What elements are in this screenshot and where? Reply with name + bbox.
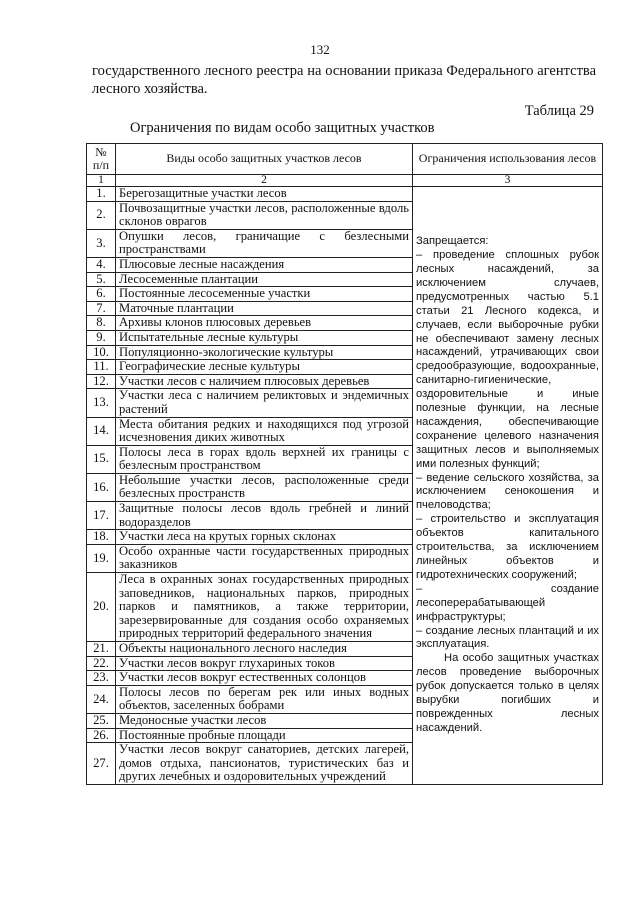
row-number: 7. bbox=[87, 301, 116, 316]
row-number: 5. bbox=[87, 272, 116, 287]
row-number: 18. bbox=[87, 530, 116, 545]
row-kind: Участки лесов вокруг естественных солонцов bbox=[116, 671, 413, 686]
intro-paragraph: государственного лесного реестра на основании приказа Федерального агентства лесного хозяйства. bbox=[92, 63, 596, 97]
row-number: 1. bbox=[87, 187, 116, 202]
header-kinds: Виды особо защитных участков лесов bbox=[116, 144, 413, 175]
row-kind: Архивы клонов плюсовых деревьев bbox=[116, 316, 413, 331]
row-number: 26. bbox=[87, 728, 116, 743]
row-number: 24. bbox=[87, 685, 116, 713]
column-index: 2 bbox=[116, 175, 413, 187]
page-number: 132 bbox=[310, 42, 330, 57]
restriction-paragraph: – ведение сельского хозяйства, за исключением сенокошения и пчеловодства; bbox=[416, 471, 599, 512]
row-kind: Участки лесов вокруг глухариных токов bbox=[116, 656, 413, 671]
row-kind: Плюсовые лесные насаждения bbox=[116, 257, 413, 272]
table-number: Таблица 29 bbox=[524, 103, 594, 119]
row-number: 13. bbox=[87, 389, 116, 417]
row-number: 11. bbox=[87, 360, 116, 375]
row-number: 23. bbox=[87, 671, 116, 686]
row-kind: Полосы леса в горах вдоль верхней их границы с безлесным пространством bbox=[116, 445, 413, 473]
table-row bbox=[87, 187, 603, 202]
row-kind: Испытательные лесные культуры bbox=[116, 330, 413, 345]
row-kind: Постоянные лесосеменные участки bbox=[116, 287, 413, 302]
row-kind: Участки леса на крутых горных склонах bbox=[116, 530, 413, 545]
column-index: 3 bbox=[413, 175, 603, 187]
row-number: 9. bbox=[87, 330, 116, 345]
restriction-paragraph: – создание лесоперерабатывающей инфраструктуры; bbox=[416, 582, 599, 623]
row-kind: Небольшие участки лесов, расположенные среди безлесных пространств bbox=[116, 473, 413, 501]
table-title: Ограничения по видам особо защитных участков bbox=[130, 120, 435, 136]
row-kind: Берегозащитные участки лесов bbox=[116, 187, 413, 202]
row-number: 14. bbox=[87, 417, 116, 445]
row-kind: Популяционно-экологические культуры bbox=[116, 345, 413, 360]
row-kind: Постоянные пробные площади bbox=[116, 728, 413, 743]
row-number: 19. bbox=[87, 544, 116, 572]
header-num: № п/п bbox=[87, 144, 116, 175]
row-number: 17. bbox=[87, 502, 116, 530]
column-index: 1 bbox=[87, 175, 116, 187]
row-kind: Участки леса с наличием реликтовых и эндемичных растений bbox=[116, 389, 413, 417]
row-number: 21. bbox=[87, 642, 116, 657]
row-number: 4. bbox=[87, 257, 116, 272]
restriction-paragraph: Запрещается: bbox=[416, 235, 489, 248]
row-kind: Леса в охранных зонах государственных природных заповедников, национальных парков, природных парков и памятников, а также территории, зарезервированные для создания особо охраняемых природных территорий федерального значения bbox=[116, 573, 413, 642]
row-kind: Географические лесные культуры bbox=[116, 360, 413, 375]
row-kind: Лесосеменные плантации bbox=[116, 272, 413, 287]
row-number: 12. bbox=[87, 374, 116, 389]
row-number: 2. bbox=[87, 201, 116, 229]
row-kind: Опушки лесов, граничащие с безлесными пространствами bbox=[116, 229, 413, 257]
row-kind: Объекты национального лесного наследия bbox=[116, 642, 413, 657]
row-kind: Полосы лесов по берегам рек или иных водных объектов, заселенных бобрами bbox=[116, 685, 413, 713]
row-kind: Особо охранные части государственных природных заказников bbox=[116, 544, 413, 572]
row-kind: Почвозащитные участки лесов, расположенные вдоль склонов оврагов bbox=[116, 201, 413, 229]
restriction-paragraph: – создание лесных плантаций и их эксплуатация. bbox=[416, 624, 599, 651]
restriction-paragraph: – строительство и эксплуатация объектов капитального строительства, за исключением линейных объектов и гидротехнических сооружений; bbox=[416, 513, 599, 581]
row-number: 6. bbox=[87, 287, 116, 302]
row-kind: Участки лесов с наличием плюсовых деревьев bbox=[116, 374, 413, 389]
row-number: 22. bbox=[87, 656, 116, 671]
row-number: 27. bbox=[87, 743, 116, 785]
row-kind: Места обитания редких и находящихся под угрозой исчезновения диких животных bbox=[116, 417, 413, 445]
table-body bbox=[87, 187, 603, 785]
row-kind: Маточные плантации bbox=[116, 301, 413, 316]
row-number: 16. bbox=[87, 473, 116, 501]
row-kind: Участки лесов вокруг санаториев, детских лагерей, домов отдыха, пансионатов, туристических баз и других лечебных и оздоровительных учреждений bbox=[116, 743, 413, 785]
restrictions-table bbox=[86, 143, 603, 785]
row-number: 15. bbox=[87, 445, 116, 473]
row-kind: Защитные полосы лесов вдоль гребней и линий водоразделов bbox=[116, 502, 413, 530]
restriction-paragraph: На особо защитных участках лесов проведение выборочных рубок допускается только в целях вырубки погибших и поврежденных лесных насаждений. bbox=[416, 652, 599, 734]
row-number: 8. bbox=[87, 316, 116, 331]
row-number: 10. bbox=[87, 345, 116, 360]
row-number: 3. bbox=[87, 229, 116, 257]
restrictions-cell bbox=[413, 187, 603, 785]
restriction-paragraph: – проведение сплошных рубок лесных насаждений, за исключением случаев, предусмотренных частью 5.1 статьи 21 Лесного кодекса, и случаев, если выборочные рубки не обеспечивают замену лесных насаждений, утрачивающих свои средообразующие, водоохранные, санитарно-гигиенические, оздоровительные и иные полезные функции, на лесные насаждения, обеспечивающие сохранение целевого назначения защитных лесов и выполняемых ими полезных функций; bbox=[416, 249, 599, 470]
header-restrictions: Ограничения использования лесов bbox=[413, 144, 603, 175]
row-number: 25. bbox=[87, 713, 116, 728]
row-kind: Медоносные участки лесов bbox=[116, 713, 413, 728]
row-number: 20. bbox=[87, 573, 116, 642]
